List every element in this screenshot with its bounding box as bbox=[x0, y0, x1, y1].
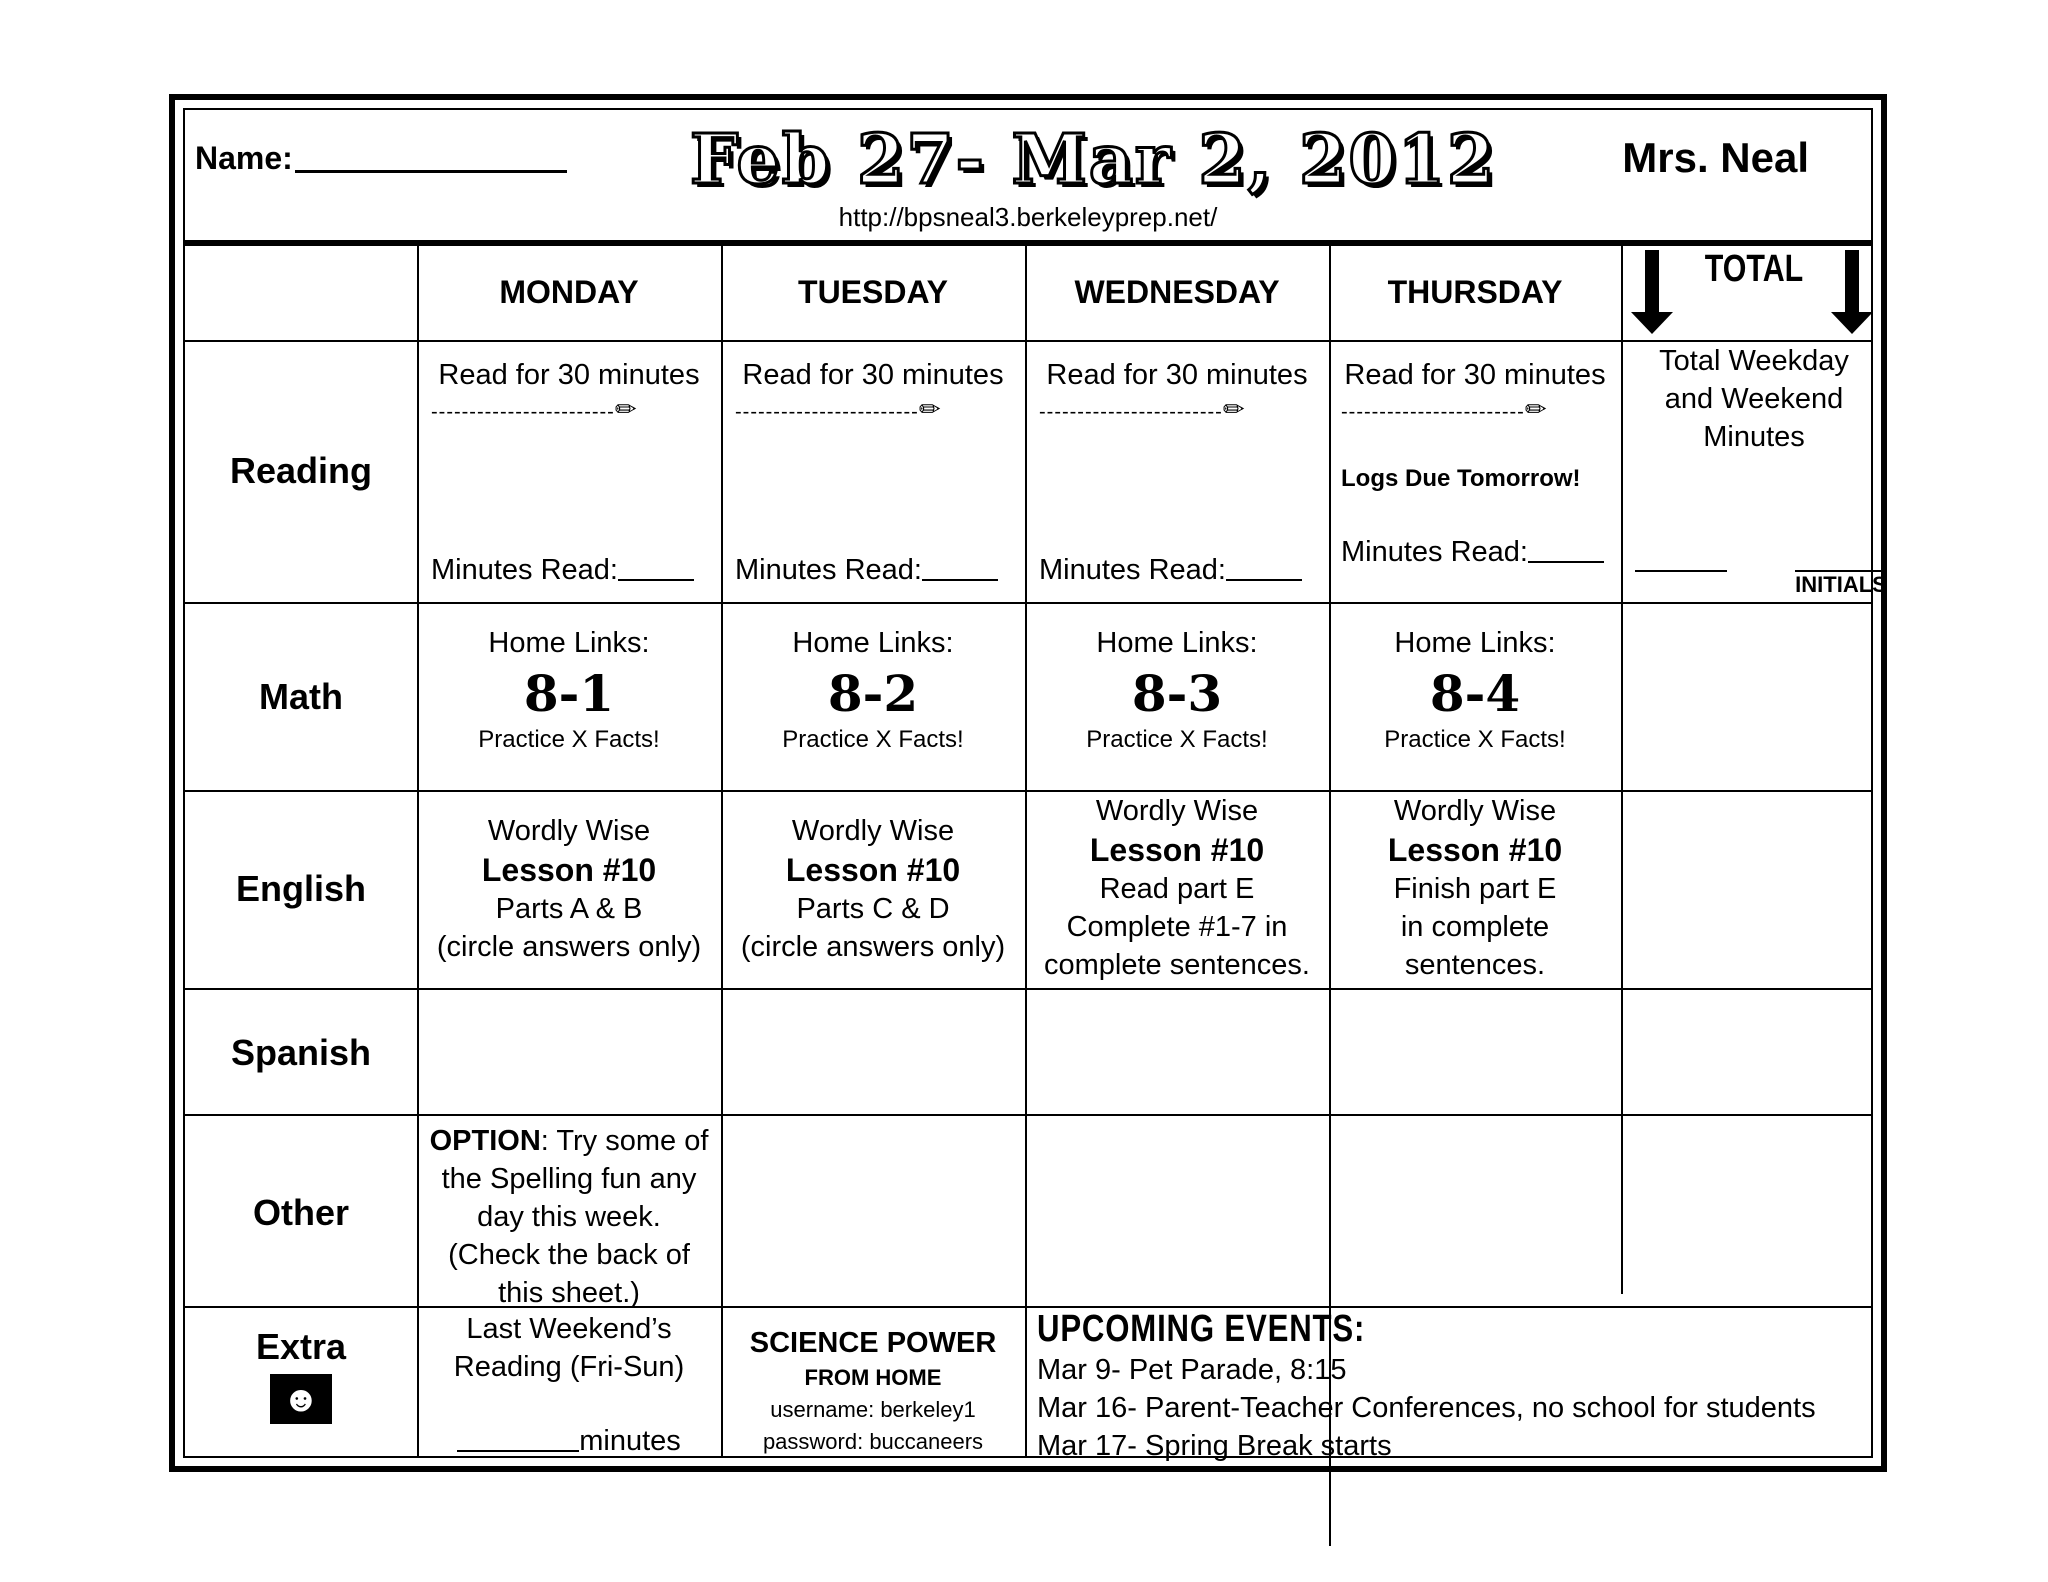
minutes-blank bbox=[1528, 539, 1604, 563]
math-monday bbox=[417, 624, 721, 754]
reading-task: Read for 30 minutes bbox=[438, 359, 700, 391]
english-line: (circle answers only) bbox=[740, 931, 1006, 963]
english-line: Wordly Wise bbox=[1393, 795, 1557, 827]
english-tuesday bbox=[721, 812, 1025, 966]
english-line: in complete bbox=[1400, 911, 1550, 943]
home-link-number: 8-3 bbox=[1131, 664, 1223, 723]
pencil-icon: ✏ bbox=[1222, 394, 1246, 424]
name-field bbox=[195, 140, 567, 177]
home-links-label: Home Links: bbox=[792, 627, 954, 659]
english-line: Parts C & D bbox=[796, 893, 950, 925]
science-password: password: buccaneers bbox=[762, 1429, 984, 1454]
minutes-read-label: Minutes Read: bbox=[735, 554, 922, 586]
homework-grid bbox=[185, 246, 1887, 1462]
minutes-read bbox=[1329, 533, 1621, 571]
upcoming-events bbox=[1037, 1308, 1887, 1465]
total-description bbox=[1621, 342, 1887, 456]
event-item: Mar 16- Parent-Teacher Conferences, no school for students bbox=[1037, 1392, 1816, 1424]
other-line: day this week. bbox=[477, 1201, 661, 1233]
minutes-blank bbox=[618, 557, 694, 581]
home-link-number: 8-1 bbox=[523, 664, 615, 723]
day-header-tuesday: TUESDAY bbox=[798, 274, 948, 310]
total-header: TOTAL bbox=[1704, 248, 1804, 290]
option-label: OPTION bbox=[429, 1125, 541, 1157]
dash-line bbox=[721, 394, 1025, 425]
dash-line bbox=[1329, 394, 1621, 425]
name-blank-line bbox=[295, 140, 567, 173]
english-lesson: Lesson #10 bbox=[1089, 832, 1265, 868]
minutes-read-label: Minutes Read: bbox=[1039, 554, 1226, 586]
other-line: the Spelling fun any bbox=[441, 1163, 697, 1195]
math-wednesday bbox=[1025, 624, 1329, 754]
logs-due-note: Logs Due Tomorrow! bbox=[1341, 465, 1581, 492]
name-label: Name: bbox=[195, 140, 293, 176]
reading-task: Read for 30 minutes bbox=[1046, 359, 1308, 391]
english-lesson: Lesson #10 bbox=[481, 852, 657, 888]
reading-person-icon: ☻ bbox=[270, 1374, 332, 1424]
home-links-label: Home Links: bbox=[1394, 627, 1556, 659]
english-line: Wordly Wise bbox=[1095, 795, 1259, 827]
week-title: Feb 27- Mar 2, 2012 bbox=[690, 120, 1497, 200]
total-desc-line: and Weekend bbox=[1664, 383, 1844, 415]
reading-wednesday bbox=[1025, 356, 1329, 589]
practice-facts: Practice X Facts! bbox=[1384, 726, 1566, 753]
english-line: complete sentences. bbox=[1044, 949, 1310, 981]
reading-thursday bbox=[1329, 356, 1621, 571]
english-line: Finish part E bbox=[1393, 873, 1557, 905]
teacher-name: Mrs. Neal bbox=[1622, 134, 1809, 181]
english-lesson: Lesson #10 bbox=[785, 852, 961, 888]
option-text: : Try some of bbox=[540, 1125, 709, 1157]
initials-blank bbox=[1795, 548, 1887, 572]
english-line: Parts A & B bbox=[495, 893, 643, 925]
weekend-minutes-blank bbox=[457, 1428, 579, 1452]
total-desc-line: Minutes bbox=[1703, 421, 1805, 453]
home-links-label: Home Links: bbox=[488, 627, 650, 659]
dash-text: ------------------------ bbox=[1039, 401, 1223, 423]
english-wednesday bbox=[1025, 792, 1329, 984]
english-line: Wordly Wise bbox=[487, 815, 651, 847]
science-username: username: berkeley1 bbox=[770, 1397, 976, 1422]
science-title: SCIENCE POWER bbox=[749, 1327, 997, 1359]
english-line: sentences. bbox=[1404, 949, 1546, 981]
subject-extra: Extra bbox=[255, 1326, 347, 1367]
event-item: Mar 9- Pet Parade, 8:15 bbox=[1037, 1354, 1347, 1386]
minutes-read bbox=[721, 551, 1025, 589]
english-line: Complete #1-7 in bbox=[1066, 911, 1288, 943]
minutes-read bbox=[1025, 551, 1329, 589]
weekend-line: Reading (Fri-Sun) bbox=[453, 1351, 685, 1383]
home-link-number: 8-2 bbox=[827, 664, 919, 723]
extra-science-power bbox=[721, 1324, 1025, 1458]
subject-math: Math bbox=[259, 676, 343, 717]
minutes-read-label: Minutes Read: bbox=[431, 554, 618, 586]
dash-line bbox=[417, 394, 721, 425]
pencil-icon: ✏ bbox=[918, 394, 942, 424]
subject-reading: Reading bbox=[229, 450, 372, 491]
practice-facts: Practice X Facts! bbox=[478, 726, 660, 753]
practice-facts: Practice X Facts! bbox=[782, 726, 964, 753]
reading-task: Read for 30 minutes bbox=[742, 359, 1004, 391]
other-line: this sheet.) bbox=[498, 1277, 640, 1309]
extra-label-cell bbox=[185, 1326, 417, 1424]
pencil-icon: ✏ bbox=[1524, 394, 1548, 424]
reading-tuesday bbox=[721, 356, 1025, 589]
dash-text: ------------------------ bbox=[735, 401, 919, 423]
reading-monday bbox=[417, 356, 721, 589]
initials-label: INITIALS bbox=[1795, 572, 1887, 597]
other-monday bbox=[417, 1122, 721, 1312]
minutes-read-label: Minutes Read: bbox=[1341, 536, 1528, 568]
total-minutes-blank bbox=[1635, 548, 1727, 572]
english-line: Read part E bbox=[1099, 873, 1255, 905]
english-thursday bbox=[1329, 792, 1621, 984]
total-desc-line: Total Weekday bbox=[1659, 345, 1849, 377]
grid-hline bbox=[185, 602, 1871, 604]
sheet-header bbox=[185, 110, 1871, 246]
subject-english: English bbox=[235, 868, 366, 909]
other-line: (Check the back of bbox=[448, 1239, 690, 1271]
day-header-monday: MONDAY bbox=[499, 274, 639, 310]
weekend-minutes bbox=[417, 1422, 721, 1460]
home-links-label: Home Links: bbox=[1096, 627, 1258, 659]
english-monday bbox=[417, 812, 721, 966]
dash-line bbox=[1025, 394, 1329, 425]
english-line: (circle answers only) bbox=[436, 931, 702, 963]
other-line bbox=[417, 1122, 721, 1160]
minutes-blank bbox=[1226, 557, 1302, 581]
events-title: UPCOMING EVENTS: bbox=[1037, 1308, 1366, 1350]
dash-text: ------------------------ bbox=[1341, 401, 1525, 423]
science-subtitle: FROM HOME bbox=[804, 1365, 942, 1390]
class-url: http://bpsneal3.berkeleyprep.net/ bbox=[838, 202, 1218, 232]
practice-facts: Practice X Facts! bbox=[1086, 726, 1268, 753]
pencil-icon: ✏ bbox=[614, 394, 638, 424]
weekend-line: Last Weekend’s bbox=[466, 1313, 672, 1345]
dash-text: ------------------------ bbox=[431, 401, 615, 423]
home-link-number: 8-4 bbox=[1429, 664, 1521, 723]
sheet-inner-border bbox=[183, 108, 1887, 1462]
weekend-minutes-label: minutes bbox=[579, 1425, 681, 1457]
homework-sheet bbox=[169, 94, 1887, 1472]
subject-other: Other bbox=[252, 1192, 349, 1233]
extra-weekend-reading bbox=[417, 1310, 721, 1460]
grid-hline bbox=[185, 988, 1871, 990]
day-header-wednesday: WEDNESDAY bbox=[1074, 274, 1280, 310]
minutes-blank bbox=[922, 557, 998, 581]
math-thursday bbox=[1329, 624, 1621, 754]
english-line: Wordly Wise bbox=[791, 815, 955, 847]
english-lesson: Lesson #10 bbox=[1387, 832, 1563, 868]
math-tuesday bbox=[721, 624, 1025, 754]
grid-hline bbox=[185, 1114, 1871, 1116]
grid-hline bbox=[185, 340, 1871, 342]
reading-task: Read for 30 minutes bbox=[1344, 359, 1606, 391]
event-item: Mar 17- Spring Break starts bbox=[1037, 1430, 1392, 1462]
minutes-read bbox=[417, 551, 721, 589]
day-header-thursday: THURSDAY bbox=[1387, 274, 1563, 310]
subject-spanish: Spanish bbox=[230, 1032, 372, 1073]
